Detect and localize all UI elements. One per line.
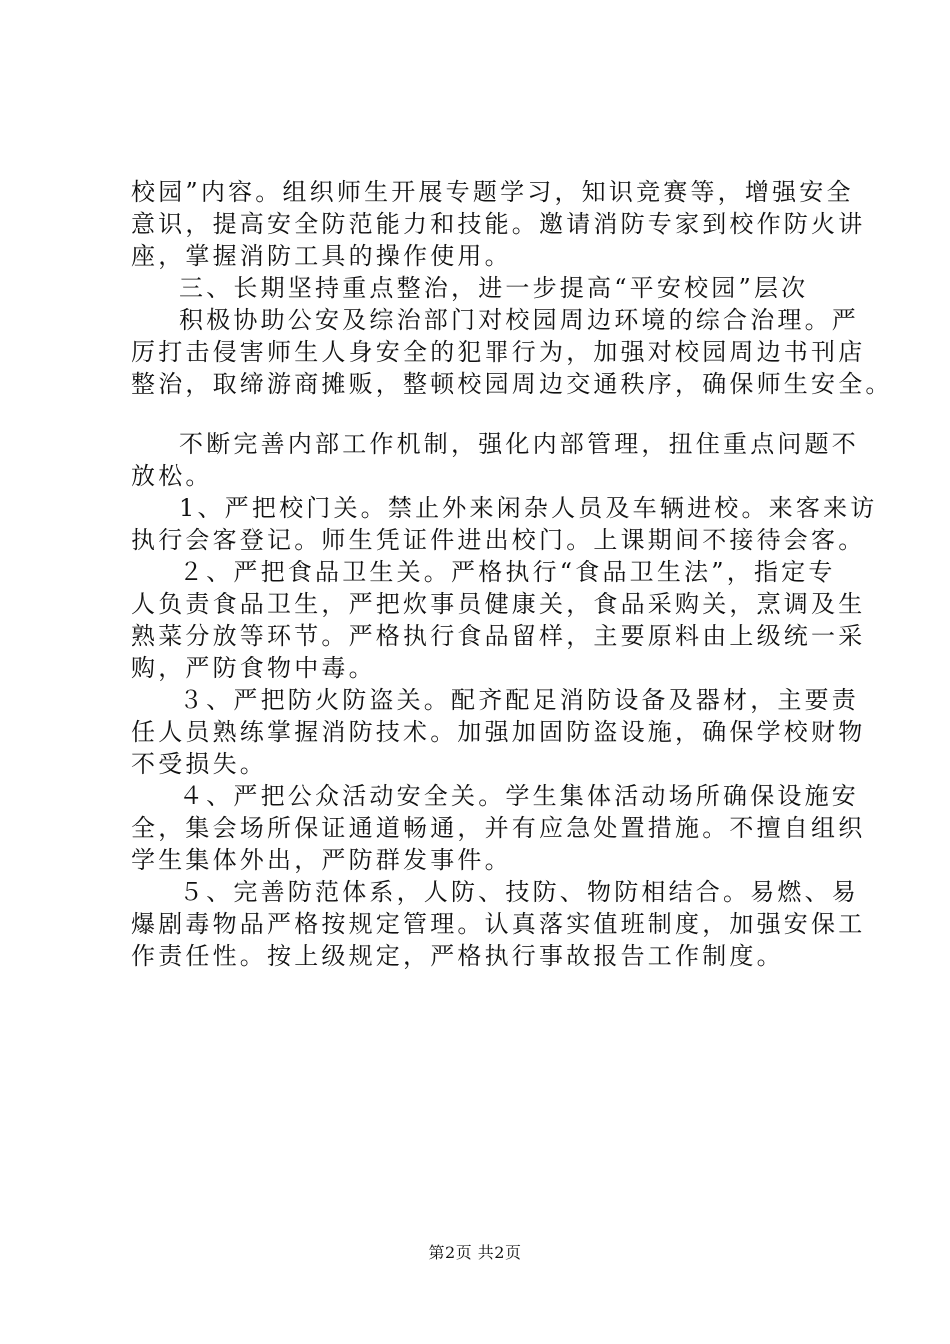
text-line: 学生集体外出，严防群发事件。 (131, 846, 512, 874)
text-line: 不受损失。 (131, 750, 267, 778)
text-line: 座，掌握消防工具的操作使用。 (131, 242, 512, 270)
list-item-1: 1、严把校门关。禁止外来闲杂人员及车辆进校。来客来访 (179, 494, 878, 522)
list-item-4: ４、严把公众活动安全关。学生集体活动场所确保设施安 (179, 782, 859, 810)
list-item-5: ５、完善防范体系，人防、技防、物防相结合。易燃、易 (179, 878, 859, 906)
text-line: 熟菜分放等环节。严格执行食品留样，主要原料由上级统一采 (131, 622, 866, 650)
text-line: 积极协助公安及综治部门对校园周边环境的综合治理。严 (179, 306, 859, 334)
text-line: 执行会客登记。师生凭证件进出校门。上课期间不接待会客。 (131, 526, 866, 554)
page-number-footer: 第2页 共2页 (428, 1243, 522, 1262)
text-line: 人负责食品卫生，严把炊事员健康关，食品采购关，烹调及生 (131, 590, 866, 618)
text-line: 整治，取缔游商摊贩，整顿校园周边交通秩序，确保师生安全。 (131, 370, 893, 398)
list-item-3: ３、严把防火防盗关。配齐配足消防设备及器材，主要责 (179, 686, 859, 714)
text-line: 厉打击侵害师生人身安全的犯罪行为，加强对校园周边书刊店 (131, 338, 866, 366)
text-line: 爆剧毒物品严格按规定管理。认真落实值班制度，加强安保工 (131, 910, 866, 938)
list-item-2: ２、严把食品卫生关。严格执行“食品卫生法”，指定专 (179, 558, 836, 586)
section-heading: 三、长期坚持重点整治，进一步提高“平安校园”层次 (179, 274, 809, 302)
text-line: 不断完善内部工作机制，强化内部管理，扭住重点问题不 (179, 430, 859, 458)
text-line: 全，集会场所保证通道畅通，并有应急处置措施。不擅自组织 (131, 814, 866, 842)
text-line: 意识，提高安全防范能力和技能。邀请消防专家到校作防火讲 (131, 210, 866, 238)
text-line: 任人员熟练掌握消防技术。加强加固防盗设施，确保学校财物 (131, 718, 866, 746)
text-line: 校园”内容。组织师生开展专题学习，知识竞赛等，增强安全 (131, 178, 854, 206)
text-line: 购，严防食物中毒。 (131, 654, 376, 682)
text-line: 作责任性。按上级规定，严格执行事故报告工作制度。 (131, 942, 784, 970)
text-line: 放松。 (131, 462, 213, 490)
